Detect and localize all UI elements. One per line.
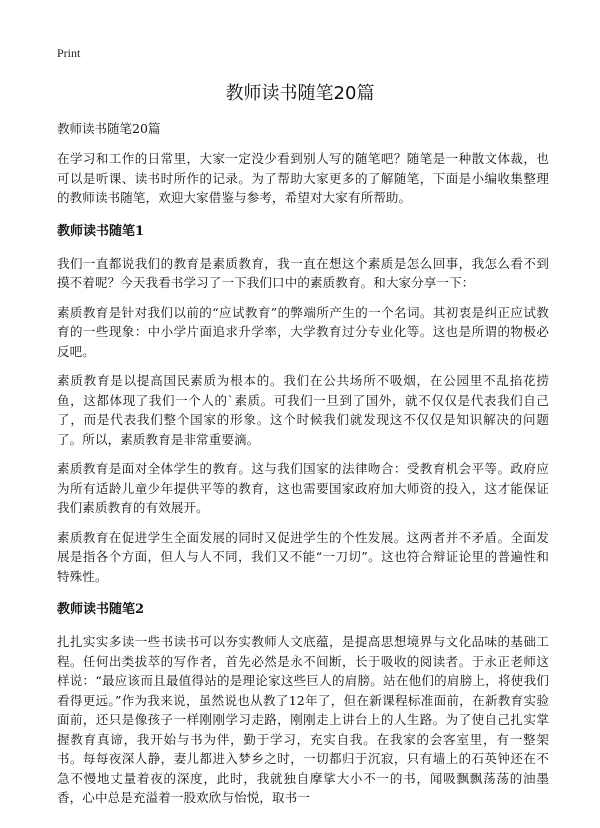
paragraph: 素质教育是以提高国民素质为根本的。我们在公共场所不吸烟，在公园里不乱掐花捞鱼，这都体现了我们一个人的`素质。可我们一旦到了国外，就不仅仅是代表我们自己了，而是代表我们整个国家的形象。这个时候我们就发现这不仅仅是知识解决的问题了。所以，素质教育是非常重要滴。	[57, 373, 549, 447]
paragraph: 我们一直都说我们的教育是素质教育，我一直在想这个素质是怎么回事，我怎么看不到摸不着呢？今天我看书学习了一下我们口中的素质教育。和大家分享一下：	[57, 255, 549, 290]
document-body	[57, 120, 549, 818]
print-label: Print	[57, 46, 81, 60]
subtitle: 教师读书随笔20篇	[57, 121, 161, 136]
paragraph: 素质教育在促进学生全面发展的同时又促进学生的个性发展。这两者并不矛盾。全面发展是指各个方面，但人与人不同，我们又不能“一刀切”。这也符合辩证论里的普遍性和特殊性。	[57, 529, 549, 584]
paragraph: 素质教育是面对全体学生的教育。这与我们国家的法律吻合：受教育机会平等。政府应为所有适龄儿童少年提供平等的教育，这也需要国家政府加大师资的投入，这才能保证我们素质教育的有效展开。	[57, 461, 549, 515]
intro-paragraph: 在学习和工作的日常里，大家一定没少看到别人写的随笔吧？随笔是一种散文体裁，也可以是听课、读书时所作的记录。为了帮助大家更多的了解随笔，下面是小编收集整理的教师读书随笔，欢迎大家借鉴与参考，希望对大家有所帮助。	[57, 151, 549, 205]
section-heading: 教师读书随笔2	[57, 602, 145, 617]
paragraph: 素质教育是针对我们以前的“应试教育”的弊端所产生的一个名词。其初衷是纠正应试教育的一些现象：中小学片面追求升学率，大学教育过分专业化等。这也是所谓的物极必反吧。	[57, 304, 549, 359]
section-heading: 教师读书随笔1	[57, 223, 145, 239]
document-title: 教师读书随笔20篇	[225, 83, 375, 104]
paragraph: 扎扎实实多读一些书读书可以夯实教师人文底蕴，是提高思想境界与文化品味的基础工程。任何出类拔萃的写作者，首先必然是永不间断，长于吸收的阅读者。于永正老师这样说：“最应该而且最值得站的是理论家这些巨人的肩膀。站在他们的肩膀上，将使我们看得更远。”作为我来说，虽然说也从教了12年了，但在新课程标准面前，在新教育实验面前，还只是像孩子一样刚刚学习走路，刚刚走上讲台上的人生路。为了使自己扎实掌握教育真谛，我开始与书为伴，勤于学习，充实自我。在我家的会客室里，有一整架书。每每夜深人静，妻儿都进入梦乡之时，一切都归于沉寂，只有墙上的石英钟还在不急不慢地丈量着夜的深度，此时，我就独自摩挲大小不一的书，闻吸飘飘荡荡的油墨香，心中总是充溢着一股欢欣与怡悦，取书一	[57, 634, 549, 805]
